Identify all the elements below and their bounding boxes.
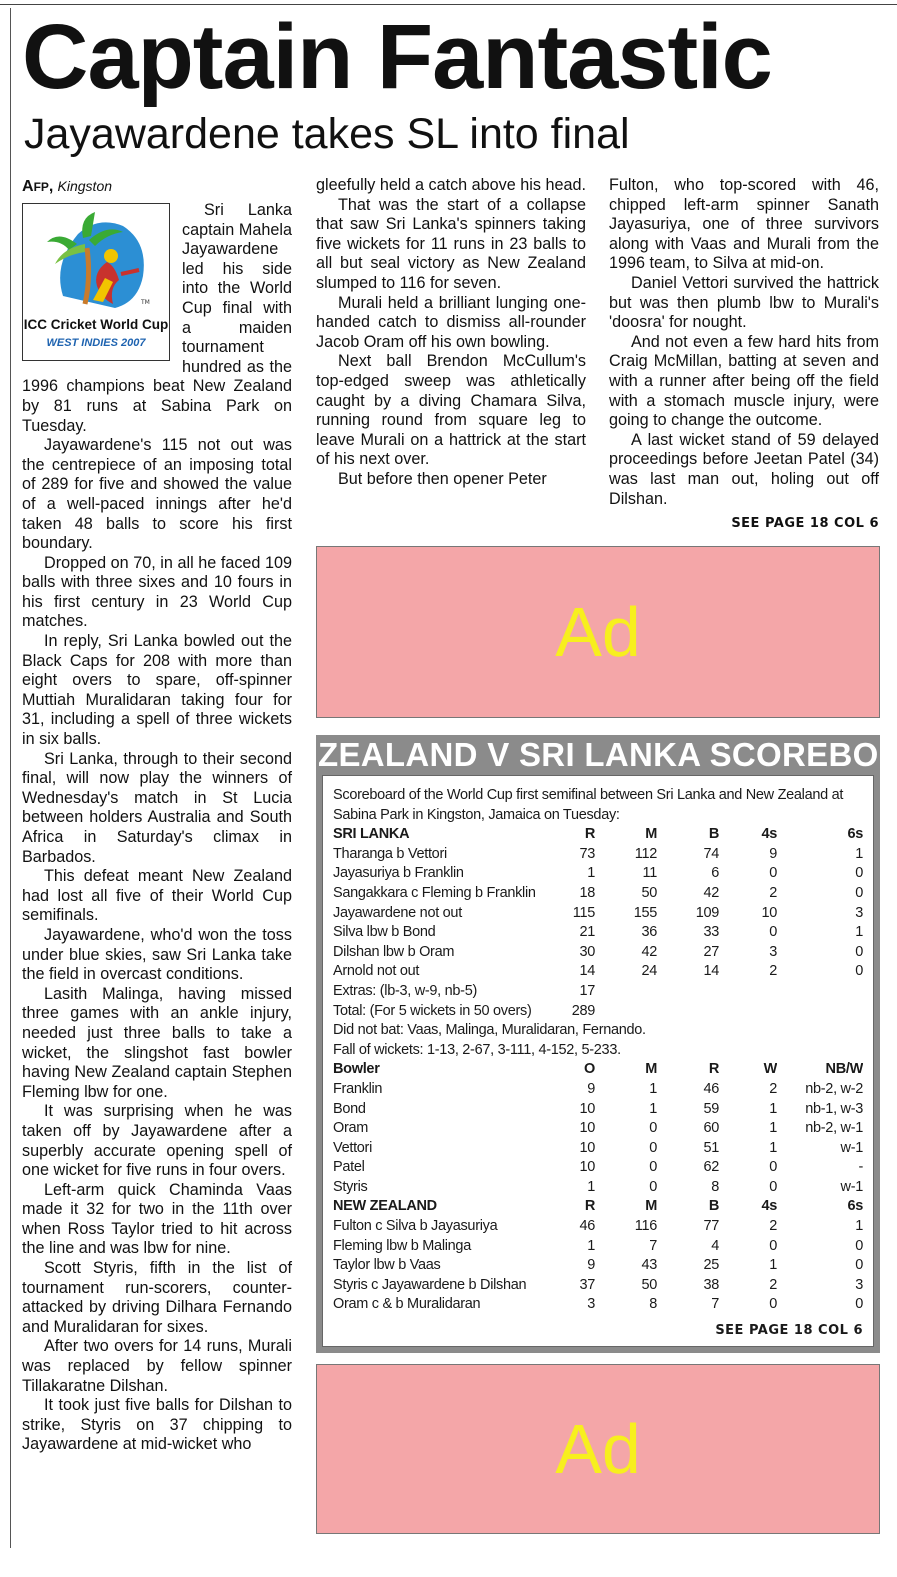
- scoreboard-cell: 43: [641, 1257, 657, 1274]
- bowling-row: [333, 1119, 863, 1139]
- article-column-3: [609, 176, 879, 533]
- scoreboard-cell: O: [584, 1061, 595, 1078]
- byline-agency-initial: A: [22, 178, 34, 195]
- total-row: [333, 1002, 863, 1022]
- scoreboard-cell: 11: [642, 865, 657, 882]
- scoreboard-cell: 30: [579, 943, 595, 960]
- scoreboard-cell: Styris c Jayawardene b Dilshan: [333, 1276, 527, 1293]
- scoreboard-cell: 50: [641, 884, 657, 901]
- scoreboard-cell: 14: [579, 963, 595, 980]
- scoreboard-cell: 10: [761, 904, 777, 921]
- paragraph: A last wicket stand of 59 delayed proceedings before Jeetan Patel (34) was last man out, holing out off Dilshan.: [609, 430, 879, 508]
- sri-lanka-batting-header: [333, 825, 863, 845]
- scoreboard-cell: 21: [579, 924, 595, 941]
- scoreboard-cell: 0: [855, 963, 863, 980]
- scoreboard-cell: 1: [769, 1139, 777, 1156]
- scoreboard-cell: 10: [579, 1159, 595, 1176]
- scoreboard-cell: Oram: [333, 1120, 369, 1137]
- advertisement-bottom[interactable]: Ad: [316, 1364, 880, 1534]
- scoreboard-cell: 3: [855, 904, 863, 921]
- bowling-row: [333, 1178, 863, 1198]
- paragraph: Next ball Brendon McCullum's top-edged sweep was athletically caught by a diving Chamara Silva, running round from square leg to leave Murali on a hattrick at the start of his next over.: [316, 352, 586, 469]
- scoreboard-cell: 7: [649, 1237, 657, 1254]
- scoreboard-cell: 6s: [847, 826, 863, 843]
- scoreboard-cell: Fulton c Silva b Jayasuriya: [333, 1218, 498, 1235]
- scoreboard-cell: 1: [855, 1218, 863, 1235]
- scoreboard-title: ZEALAND V SRI LANKA SCOREBO: [318, 736, 879, 773]
- scoreboard-cell: NEW ZEALAND: [333, 1198, 437, 1215]
- scoreboard-cell: 1: [649, 1100, 657, 1117]
- scoreboard-cell: 36: [641, 924, 657, 941]
- scoreboard-cell: 1: [587, 1178, 595, 1195]
- scoreboard-spacer: [595, 1002, 863, 1022]
- scoreboard-cell: 62: [703, 1159, 719, 1176]
- scoreboard-cell: 1: [769, 1120, 777, 1137]
- scoreboard-table: [333, 825, 863, 1315]
- scoreboard-cell: 10: [579, 1139, 595, 1156]
- continuation-note: SEE PAGE 18 COL 6: [731, 516, 879, 532]
- scoreboard-cell: 0: [769, 1178, 777, 1195]
- scoreboard-cell: 1: [649, 1080, 657, 1097]
- scoreboard-cell: 37: [579, 1276, 595, 1293]
- scoreboard-cell: 6: [711, 865, 719, 882]
- scoreboard-cell: 60: [703, 1120, 719, 1137]
- scoreboard-cell: 3: [587, 1296, 595, 1313]
- paragraph: gleefully held a catch above his head.: [316, 176, 586, 194]
- scoreboard-cell: 38: [703, 1276, 719, 1293]
- scoreboard-cell: 4s: [761, 826, 777, 843]
- batting-row: [333, 1276, 863, 1296]
- scoreboard-cell: 2: [769, 1080, 777, 1097]
- paragraph: That was the start of a collapse that saw Sri Lanka's spinners taking five wickets for 11 runs in 23 balls to all but seal victory as New Zealand slumped to 116 for seven.: [316, 195, 586, 292]
- scoreboard-cell: 25: [703, 1257, 719, 1274]
- scoreboard-cell: 8: [711, 1178, 719, 1195]
- fall-of-wickets-row: [333, 1041, 863, 1061]
- scoreboard-cell: Silva lbw b Bond: [333, 924, 436, 941]
- scoreboard-cell: 0: [855, 1237, 863, 1254]
- scoreboard-cell: Jayawardene not out: [333, 904, 462, 921]
- paragraph: This defeat meant New Zealand had lost all five of their World Cup semifinals.: [22, 867, 292, 925]
- scoreboard-cell: 1: [769, 1257, 777, 1274]
- scoreboard-cell: Sangakkara c Fleming b Franklin: [333, 884, 536, 901]
- paragraph: It took just five balls for Dilshan to strike, Styris on 37 chipping to Jayawardene at mid-wicket who: [22, 1396, 292, 1454]
- scoreboard-cell: M: [645, 1061, 657, 1078]
- paragraph: Murali held a brilliant lunging one-handed catch to dismiss all-rounder Jacob Oram off his own bowling.: [316, 293, 586, 351]
- scoreboard-cell: 74: [703, 845, 719, 862]
- paragraph: Daniel Vettori survived the hattrick but was then plumb lbw to Murali's 'doosra' for nought.: [609, 273, 879, 332]
- scoreboard-cell: nb-2, w-1: [805, 1120, 863, 1137]
- scoreboard-cell: 42: [641, 943, 657, 960]
- scoreboard-cell: Patel: [333, 1159, 365, 1176]
- scoreboard-cell: 27: [703, 943, 719, 960]
- paragraph: Sri Lanka captain Mahela Jayawardene led his side into the World Cup final with a maiden tournament hundred as the 1996 champions beat New Zealand by 81 runs at Sabina Park on Tuesday.: [22, 201, 292, 435]
- batting-row: [333, 943, 863, 963]
- scoreboard-cell: -: [858, 1159, 863, 1176]
- bowling-header: [333, 1060, 863, 1080]
- paragraph: It was surprising when he was taken off by Jayawardene after a superbly accurate opening spell of one wicket for five runs in four overs.: [22, 1102, 292, 1180]
- scoreboard-cell: 2: [769, 1276, 777, 1293]
- scoreboard-cell: 7: [711, 1296, 719, 1313]
- scoreboard-cell: Jayasuriya b Franklin: [333, 865, 464, 882]
- byline: [22, 176, 292, 197]
- logo-subtitle: WEST INDIES 2007: [46, 337, 146, 349]
- paragraph: Dropped on 70, in all he faced 109 balls with three sixes and 10 fours in his first century in 23 World Cup matches.: [22, 553, 292, 631]
- scoreboard-cell: 0: [769, 865, 777, 882]
- scoreboard-cell: 33: [703, 924, 719, 941]
- scoreboard-cell: Fleming lbw b Malinga: [333, 1237, 471, 1254]
- scoreboard-cell: 0: [649, 1159, 657, 1176]
- scoreboard-cell: 1: [769, 1100, 777, 1117]
- scoreboard-cell: 0: [855, 865, 863, 882]
- scoreboard-cell: M: [645, 826, 657, 843]
- scoreboard-cell: 14: [703, 963, 719, 980]
- scoreboard-spacer: [595, 982, 863, 1002]
- logo-tm: TM: [141, 299, 150, 306]
- scoreboard-value: 17: [579, 982, 595, 999]
- scoreboard-cell: 4: [711, 1237, 719, 1254]
- scoreboard-cell: 115: [572, 904, 595, 921]
- scoreboard-cell: 3: [855, 1276, 863, 1293]
- paragraph: Jayawardene's 115 not out was the centrepiece of an imposing total of 289 for five and showed the value of a well-paced innings after he'd taken 48 balls to score his first boundary.: [22, 436, 292, 553]
- byline-agency-rest: FP: [33, 180, 49, 194]
- scoreboard-cell: 51: [703, 1139, 719, 1156]
- scoreboard-cell: 0: [769, 1159, 777, 1176]
- scoreboard-cell: 0: [649, 1120, 657, 1137]
- scoreboard-continuation-note: SEE PAGE 18 COL 6: [715, 1323, 863, 1339]
- scoreboard-cell: 73: [579, 845, 595, 862]
- scoreboard-cell: 116: [634, 1218, 657, 1235]
- paragraph: Lasith Malinga, having missed three games with an ankle injury, needed just three balls to take a wicket, the slingshot fast bowler having New Zealand captain Stephen Fleming lbw for one.: [22, 984, 292, 1101]
- article-column-1: [22, 176, 292, 1455]
- scoreboard-cell: R: [584, 826, 595, 843]
- scoreboard-cell: Bond: [333, 1100, 366, 1117]
- scoreboard-body: [322, 775, 874, 1347]
- scoreboard: [316, 735, 880, 1353]
- did-not-bat-row: [333, 1021, 863, 1041]
- scoreboard-value: 289: [571, 1002, 595, 1019]
- byline-place: Kingston: [57, 178, 113, 194]
- scoreboard-label: Total: (For 5 wickets in 50 overs): [333, 1002, 532, 1019]
- paragraph: Sri Lanka, through to their second final, will now play the winners of Wednesday's match in St Lucia between holders Australia and South Africa in Saturday's climax in Barbados.: [22, 749, 292, 866]
- scoreboard-cell: Dilshan lbw b Oram: [333, 943, 455, 960]
- scoreboard-cell: 112: [634, 845, 657, 862]
- scoreboard-cell: Vettori: [333, 1139, 373, 1156]
- scoreboard-cell: 0: [769, 1296, 777, 1313]
- scoreboard-cell: R: [708, 1061, 719, 1078]
- scoreboard-note: Did not bat: Vaas, Malinga, Muralidaran, Fernando.: [333, 1022, 646, 1039]
- logo-title: ICC Cricket World Cup: [23, 317, 169, 332]
- scoreboard-cell: 1: [855, 924, 863, 941]
- scoreboard-cell: 0: [649, 1178, 657, 1195]
- bowling-row: [333, 1158, 863, 1178]
- scoreboard-cell: 10: [579, 1120, 595, 1137]
- scoreboard-cell: 109: [695, 904, 719, 921]
- scoreboard-cell: Bowler: [333, 1061, 380, 1078]
- batting-row: [333, 904, 863, 924]
- bowling-row: [333, 1100, 863, 1120]
- paragraph: And not even a few hard hits from Craig McMillan, batting at seven and with a runner after being off the field with a stomach muscle injury, were going to change the outcome.: [609, 332, 879, 430]
- scoreboard-cell: 0: [769, 1237, 777, 1254]
- scoreboard-cell: w-1: [840, 1178, 863, 1195]
- scoreboard-cell: 50: [641, 1276, 657, 1293]
- scoreboard-cell: 1: [587, 865, 595, 882]
- left-column-rule: [10, 8, 11, 1548]
- scoreboard-cell: 1: [855, 845, 863, 862]
- scoreboard-cell: 10: [579, 1100, 595, 1117]
- scoreboard-cell: Taylor lbw b Vaas: [333, 1257, 441, 1274]
- scoreboard-cell: Oram c & b Muralidaran: [333, 1296, 481, 1313]
- scoreboard-cell: SRI LANKA: [333, 826, 410, 843]
- batting-row: [333, 1217, 863, 1237]
- scoreboard-cell: 0: [769, 924, 777, 941]
- scoreboard-cell: w-1: [840, 1139, 863, 1156]
- advertisement-top[interactable]: Ad: [316, 546, 880, 718]
- scoreboard-cell: 77: [703, 1218, 719, 1235]
- scoreboard-cell: 1: [587, 1237, 595, 1254]
- paragraph: Jayawardene, who'd won the toss under blue skies, saw Sri Lanka take the field in overcast conditions.: [22, 925, 292, 984]
- scoreboard-cell: W: [763, 1061, 777, 1078]
- scoreboard-cell: NB/W: [825, 1061, 863, 1078]
- subheadline: Jayawardene takes SL into final: [24, 110, 630, 158]
- scoreboard-label: Extras: (lb-3, w-9, nb-5): [333, 982, 477, 999]
- scoreboard-cell: 0: [855, 1296, 863, 1313]
- scoreboard-cell: 46: [703, 1080, 719, 1097]
- new-zealand-batting-header: [333, 1197, 863, 1217]
- scoreboard-cell: 0: [649, 1139, 657, 1156]
- scoreboard-cell: 3: [769, 943, 777, 960]
- scoreboard-cell: Tharanga b Vettori: [333, 845, 447, 862]
- paragraph: Fulton, who top-scored with 46, chipped left-arm spinner Sanath Jayasuriya, one of three survivors along with Vaas and Murali from the 1996 team, to Silva at mid-on.: [609, 176, 879, 273]
- headline: Captain Fantastic: [22, 6, 772, 108]
- scoreboard-cell: 4s: [761, 1198, 777, 1215]
- scoreboard-cell: 18: [579, 884, 595, 901]
- paragraph: But before then opener Peter: [338, 469, 547, 488]
- paragraph: In reply, Sri Lanka bowled out the Black Caps for 208 with more than eight overs to spare, off-spinner Muttiah Muralidaran taking four for 31, including a spell of three wickets in six balls.: [22, 632, 292, 749]
- scoreboard-cell: 8: [649, 1296, 657, 1313]
- scoreboard-cell: nb-2, w-2: [805, 1080, 863, 1097]
- scoreboard-cell: Franklin: [333, 1080, 383, 1097]
- scoreboard-cell: 2: [769, 1218, 777, 1235]
- scoreboard-cell: 59: [703, 1100, 719, 1117]
- batting-row: [333, 1237, 863, 1257]
- scoreboard-cell: 24: [641, 963, 657, 980]
- scoreboard-note: Fall of wickets: 1-13, 2-67, 3-111, 4-152, 5-233.: [333, 1041, 621, 1058]
- batting-row: [333, 864, 863, 884]
- scoreboard-cell: 6s: [847, 1198, 863, 1215]
- batting-row: [333, 962, 863, 982]
- paragraph: After two overs for 14 runs, Murali was replaced by fellow spinner Tillakaratne Dilshan.: [22, 1337, 292, 1395]
- scoreboard-cell: 42: [703, 884, 719, 901]
- scoreboard-cell: 155: [633, 904, 657, 921]
- scoreboard-cell: Arnold not out: [333, 963, 420, 980]
- scoreboard-cell: R: [584, 1198, 595, 1215]
- scoreboard-cell: 2: [769, 963, 777, 980]
- batting-row: [333, 845, 863, 865]
- batting-row: [333, 1256, 863, 1276]
- scoreboard-cell: Styris: [333, 1178, 368, 1195]
- batting-row: [333, 1295, 863, 1315]
- bowling-row: [333, 1080, 863, 1100]
- scoreboard-cell: B: [708, 1198, 719, 1215]
- world-cup-logo-image: [23, 204, 169, 360]
- scoreboard-rows: [333, 825, 863, 1315]
- bowling-row: [333, 1139, 863, 1159]
- scoreboard-cell: 9: [769, 845, 777, 862]
- batting-row: [333, 884, 863, 904]
- scoreboard-cell: 0: [855, 884, 863, 901]
- world-cup-logo: [22, 203, 170, 361]
- scoreboard-cell: nb-1, w-3: [805, 1100, 863, 1117]
- paragraph: Scott Styris, fifth in the list of tournament run-scorers, counter-attacked by driving Dilhara Fernando and Muralidaran for sixes.: [22, 1259, 292, 1336]
- extras-row: [333, 982, 863, 1002]
- scoreboard-cell: B: [708, 826, 719, 843]
- paragraph: Left-arm quick Chaminda Vaas made it 32 for two in the 11th over when Ross Taylor tried to hit across the line and was lbw for nine.: [22, 1180, 292, 1258]
- batting-row: [333, 923, 863, 943]
- byline-separator: ,: [48, 178, 54, 195]
- scoreboard-cell: 0: [855, 943, 863, 960]
- scoreboard-cell: M: [645, 1198, 657, 1215]
- scoreboard-cell: 46: [579, 1218, 595, 1235]
- article-column-2: [316, 176, 586, 490]
- scoreboard-cell: 9: [587, 1080, 595, 1097]
- scoreboard-cell: 9: [587, 1257, 595, 1274]
- scoreboard-cell: 0: [855, 1257, 863, 1274]
- scoreboard-cell: 2: [769, 884, 777, 901]
- scoreboard-intro-line-1: Scoreboard of the World Cup first semifinal between Sri Lanka and New Zealand at Sabina Park in Kingston, Jamaica on Tuesday:: [333, 787, 844, 823]
